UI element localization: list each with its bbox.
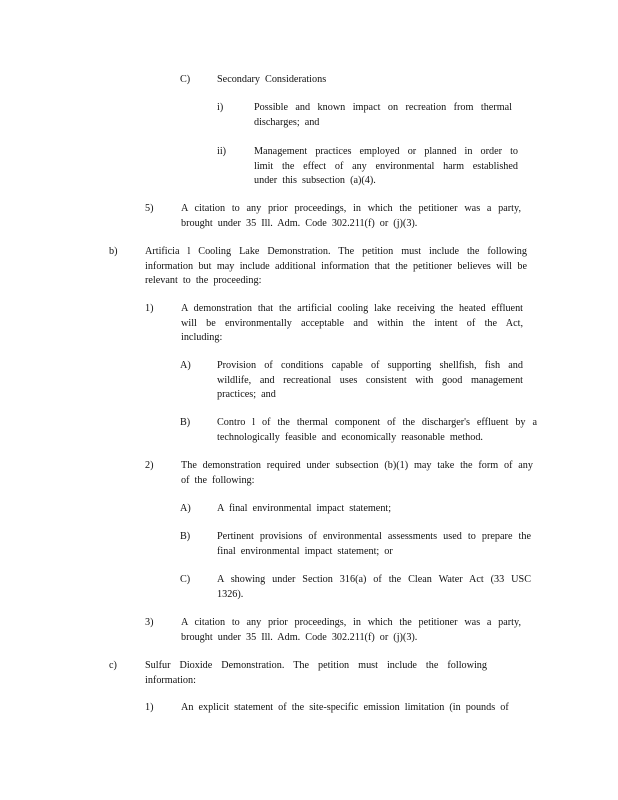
item-text-b2c: A showing under Section 316(a) of the Clean Water Act (33 USC 1326). [217, 574, 531, 600]
item-label-b3: 3) [145, 617, 154, 628]
item-text-b2: The demonstration required under subsection (b)(1) may take the form of any of the following: [181, 460, 533, 486]
item-text-a5: A citation to any prior proceedings, in which the petitioner was a party, brought under 35 Ill. Adm. Code 302.211(f) or (j)(3). [181, 203, 521, 229]
item-text-b2b: Pertinent provisions of environmental assessments used to prepare the final environmental impact statement; or [217, 531, 531, 557]
item-label-c1: 1) [145, 702, 154, 713]
item-text-a4c-ii: Management practices employed or planned in order to limit the effect of any environmental harm established under this subsection (a)(4). [254, 146, 518, 187]
item-label-b: b) [109, 246, 118, 257]
item-text-b: Artificia l Cooling Lake Demonstration. The petition must include the following information but may include additional information that the petitioner believes will be relevant to the proceeding: [145, 246, 527, 287]
item-label-b1: 1) [145, 303, 154, 314]
item-text-c: Sulfur Dioxide Demonstration. The petition must include the following information: [145, 660, 487, 686]
item-text-b3: A citation to any prior proceedings, in which the petitioner was a party, brought under 35 Ill. Adm. Code 302.211(f) or (j)(3). [181, 617, 521, 643]
item-text-c1: An explicit statement of the site-specific emission limitation (in pounds of [181, 702, 509, 713]
item-text-b1b: Contro l of the thermal component of the discharger's effluent by a technologically feasible and economically reasonable method. [217, 417, 537, 443]
item-label-a4c: C) [180, 74, 191, 85]
item-label-a4c-i: i) [217, 102, 224, 113]
item-label-b2: 2) [145, 460, 154, 471]
item-label-b1a: A) [180, 360, 191, 371]
item-label-b1b: B) [180, 417, 191, 428]
item-label-a4c-ii: ii) [217, 146, 227, 157]
item-text-b1: A demonstration that the artificial cooling lake receiving the heated effluent will be environmentally acceptable and within the intent of the Act, including: [181, 303, 523, 344]
item-label-b2b: B) [180, 531, 191, 542]
item-text-a4c: Secondary Considerations [217, 74, 327, 85]
item-text-b1a: Provision of conditions capable of supporting shellfish, fish and wildlife, and recreational uses consistent with good management practices; and [217, 360, 523, 401]
item-label-b2a: A) [180, 503, 191, 514]
item-text-b2a: A final environmental impact statement; [217, 503, 392, 514]
item-text-a4c-i: Possible and known impact on recreation from thermal discharges; and [254, 102, 512, 128]
item-label-c: c) [109, 660, 117, 671]
item-label-a5: 5) [145, 203, 154, 214]
item-label-b2c: C) [180, 574, 191, 585]
